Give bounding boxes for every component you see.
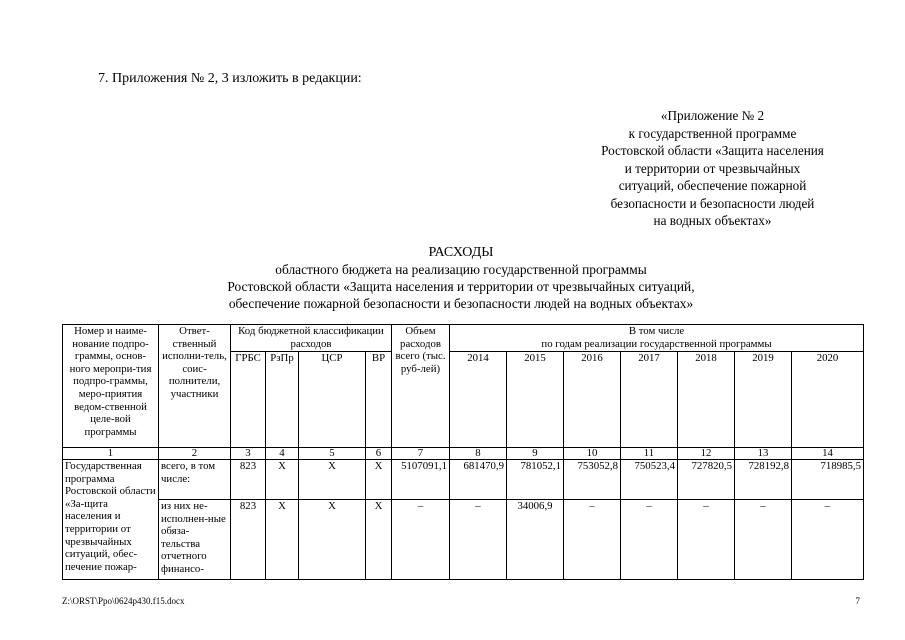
year-value-cell: 728192,8 [735, 460, 792, 500]
header-budget-code: Код бюджетной классификации расходов [231, 325, 392, 352]
expenses-table [62, 324, 864, 580]
header-year: 2019 [735, 352, 792, 448]
year-value-cell: 781052,1 [507, 460, 564, 500]
year-value-cell: 753052,8 [564, 460, 621, 500]
csr-cell: Х [299, 500, 366, 580]
column-number: 6 [366, 448, 392, 460]
header-vr: ВР [366, 352, 392, 448]
year-value-cell: – [450, 500, 507, 580]
year-value-cell: 750523,4 [621, 460, 678, 500]
header-including [450, 325, 864, 352]
appendix-line: «Приложение № 2 [660, 108, 765, 123]
header-year: 2020 [792, 352, 864, 448]
column-number: 5 [299, 448, 366, 460]
column-number: 3 [231, 448, 266, 460]
appendix-line: Ростовской области «Защита населения [601, 143, 824, 158]
column-number: 2 [159, 448, 231, 460]
year-value-cell: 718985,5 [792, 460, 864, 500]
title-line: Ростовской области «Защита населения и территории от чрезвычайных ситуаций, [227, 279, 695, 294]
year-value-cell: – [621, 500, 678, 580]
table-row [63, 500, 864, 580]
header-volume: Объем расходов всего (тыс. руб-лей) [392, 325, 450, 448]
header-grbs: ГРБС [231, 352, 266, 448]
column-number: 1 [63, 448, 159, 460]
header-year: 2014 [450, 352, 507, 448]
year-value-cell: – [678, 500, 735, 580]
column-number: 10 [564, 448, 621, 460]
year-value-cell: – [792, 500, 864, 580]
column-number: 13 [735, 448, 792, 460]
column-number: 8 [450, 448, 507, 460]
column-number: 9 [507, 448, 564, 460]
header-year: 2016 [564, 352, 621, 448]
intro-paragraph: 7. Приложения № 2, 3 изложить в редакции: [98, 71, 362, 86]
column-number-row [63, 448, 864, 460]
column-number: 14 [792, 448, 864, 460]
appendix-line: и территории от чрезвычайных [624, 160, 801, 176]
appendix-line: к государственной программе [628, 125, 797, 141]
footer-file-path: Z:\ORST\Ppo\0624p430.f15.docx [62, 596, 185, 606]
header-year: 2017 [621, 352, 678, 448]
header-program-name: Номер и наиме-нование подпро-граммы, основ-ного меропри-тия подпро-граммы, меро-приятия ведом-ственной целе-вой программы [63, 325, 159, 448]
executor-cell: всего, в том числе: [159, 460, 231, 500]
column-number: 7 [392, 448, 450, 460]
year-value-cell: 34006,9 [507, 500, 564, 580]
header-including-line: по годам реализации государственной программы [541, 337, 772, 350]
total-cell: – [392, 500, 450, 580]
table-row [63, 460, 864, 500]
rzpr-cell: Х [266, 500, 299, 580]
footer-page-number: 7 [855, 596, 860, 606]
year-value-cell: – [735, 500, 792, 580]
header-year: 2015 [507, 352, 564, 448]
appendix-line: безопасности и безопасности людей [610, 195, 815, 211]
header-including-line: В том числе [628, 325, 685, 337]
grbs-cell: 823 [231, 500, 266, 580]
document-title [120, 244, 802, 312]
appendix-line: на водных объектах» [653, 213, 772, 228]
header-year: 2018 [678, 352, 735, 448]
column-number: 4 [266, 448, 299, 460]
title-line: обеспечение пожарной безопасности и безопасности людей на водных объектах» [228, 296, 694, 311]
appendix-reference [560, 107, 865, 230]
header-csr: ЦСР [299, 352, 366, 448]
year-value-cell: 681470,9 [450, 460, 507, 500]
header-rzpr: РзПр [266, 352, 299, 448]
rzpr-cell: Х [266, 460, 299, 500]
grbs-cell: 823 [231, 460, 266, 500]
appendix-line: ситуаций, обеспечение пожарной [618, 178, 807, 193]
column-number: 12 [678, 448, 735, 460]
executor-cell: из них не-исполнен-ные обяза-тельства отчетного финансо- [159, 500, 231, 580]
program-name-cell: Государственная программа Ростовской области «За-щита населения и территории от чрезвычайных ситуаций, обес-печение пожар- [63, 460, 159, 580]
csr-cell: Х [299, 460, 366, 500]
title-line: областного бюджета на реализацию государственной программы [275, 262, 647, 277]
vr-cell: Х [366, 500, 392, 580]
title-heading: РАСХОДЫ [428, 245, 494, 260]
header-executor: Ответ-ственный исполни-тель, соис-полнители, участники [159, 325, 231, 448]
vr-cell: Х [366, 460, 392, 500]
year-value-cell: – [564, 500, 621, 580]
year-value-cell: 727820,5 [678, 460, 735, 500]
column-number: 11 [621, 448, 678, 460]
total-cell: 5107091,1 [392, 460, 450, 500]
